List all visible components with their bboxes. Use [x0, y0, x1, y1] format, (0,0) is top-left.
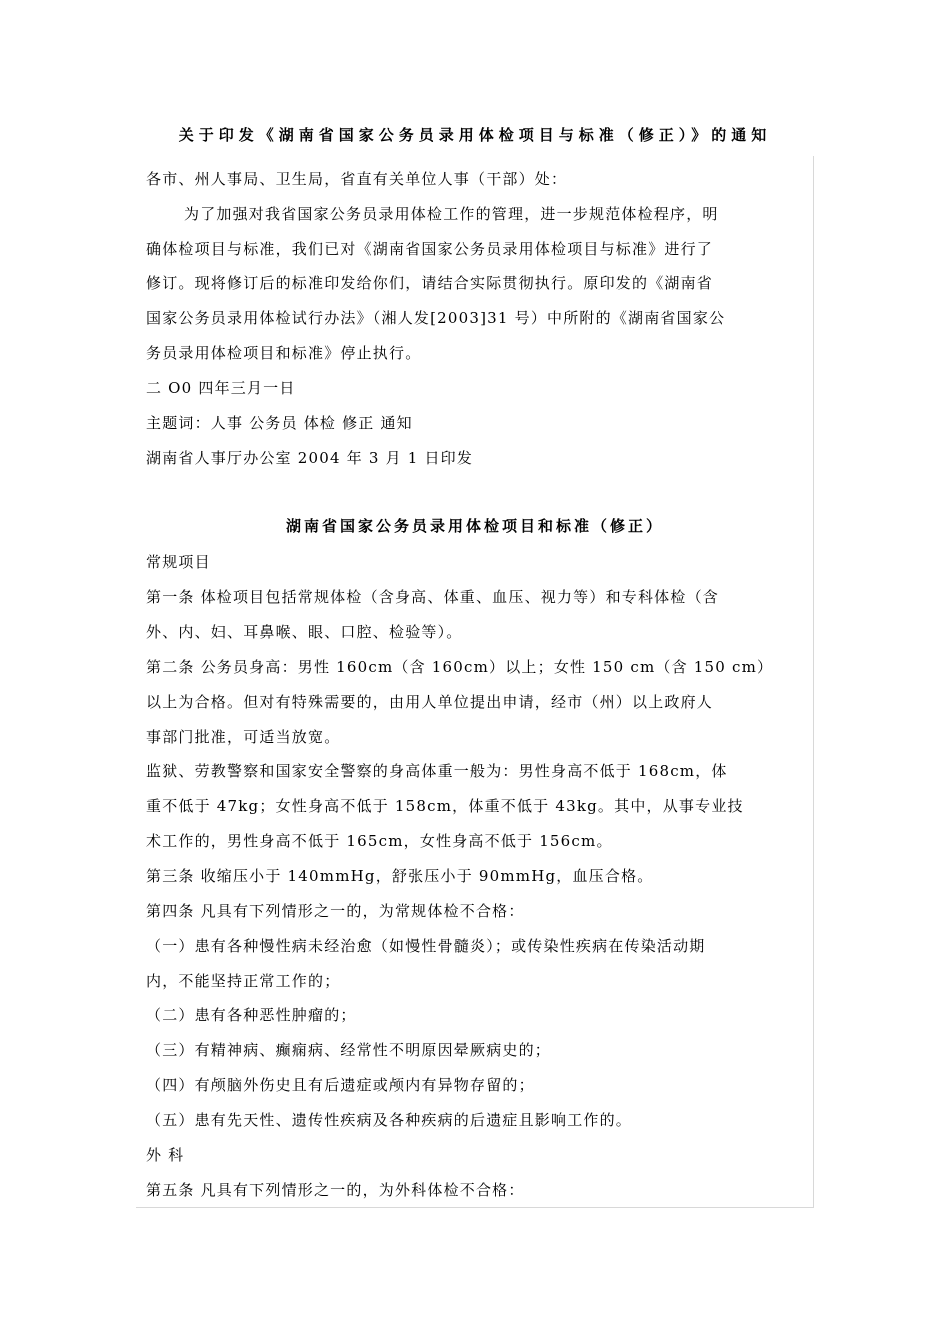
- content-line: 重不低于 47kg；女性身高不低于 158cm，体重不低于 43kg。其中，从事专业技: [146, 797, 744, 815]
- date-line: 二 O0 四年三月一日: [146, 379, 296, 397]
- issuer-line: 湖南省人事厅办公室 2004 年 3 月 1 日印发: [146, 449, 474, 467]
- document-title: 关于印发《湖南省国家公务员录用体检项目与标准（修正）》的通知: [178, 126, 772, 144]
- content-line: （二）患有各种恶性肿瘤的；: [146, 1006, 357, 1024]
- keywords-line: 主题词：人事 公务员 体检 修正 通知: [146, 414, 413, 432]
- content-line: 常规项目: [146, 553, 211, 571]
- content-line: （三）有精神病、癫痫病、经常性不明原因晕厥病史的；: [146, 1041, 552, 1059]
- body-line: 务员录用体检项目和标准》停止执行。: [146, 344, 422, 362]
- content-line: 第四条 凡具有下列情形之一的，为常规体检不合格：: [146, 902, 525, 920]
- section-title: 湖南省国家公务员录用体检项目和标准（修正）: [285, 517, 664, 535]
- content-line: 第一条 体检项目包括常规体检（含身高、体重、血压、视力等）和专科体检（含: [146, 588, 719, 606]
- content-line: 事部门批准，可适当放宽。: [146, 728, 341, 746]
- content-line: 以上为合格。但对有特殊需要的，由用人单位提出申请，经市（州）以上政府人: [146, 693, 714, 711]
- body-line: 国家公务员录用体检试行办法》（湘人发[2003]31 号）中所附的《湖南省国家公: [146, 309, 726, 327]
- content-line: 第二条 公务员身高：男性 160cm（含 160cm）以上；女性 150 cm（含 150 cm）: [146, 658, 774, 676]
- content-line: 内，不能坚持正常工作的；: [146, 972, 341, 990]
- body-line: 确体检项目与标准，我们已对《湖南省国家公务员录用体检项目与标准》进行了: [146, 240, 714, 258]
- content-line: （四）有颅脑外伤史且有后遗症或颅内有异物存留的；: [146, 1076, 535, 1094]
- content-line: 术工作的，男性身高不低于 165cm，女性身高不低于 156cm。: [146, 832, 613, 850]
- content-line: （一）患有各种慢性病未经治愈（如慢性骨髓炎）；或传染性疾病在传染活动期: [146, 937, 706, 955]
- content-line: （五）患有先天性、遗传性疾病及各种疾病的后遗症且影响工作的。: [146, 1111, 633, 1129]
- content-line: 外 科: [146, 1146, 185, 1164]
- content-line: 第五条 凡具有下列情形之一的，为外科体检不合格：: [146, 1181, 525, 1199]
- content-line: 外、内、妇、耳鼻喉、眼、口腔、检验等）。: [146, 623, 463, 641]
- content-line: 第三条 收缩压小于 140mmHg，舒张压小于 90mmHg，血压合格。: [146, 867, 654, 885]
- content-line: 监狱、劳教警察和国家安全警察的身高体重一般为：男性身高不低于 168cm，体: [146, 762, 728, 780]
- body-line: 为了加强对我省国家公务员录用体检工作的管理，进一步规范体检程序，明: [184, 205, 719, 223]
- addressee-line: 各市、州人事局、卫生局，省直有关单位人事（干部）处：: [146, 170, 568, 188]
- body-line: 修订。现将修订后的标准印发给你们，请结合实际贯彻执行。原印发的《湖南省: [146, 274, 714, 292]
